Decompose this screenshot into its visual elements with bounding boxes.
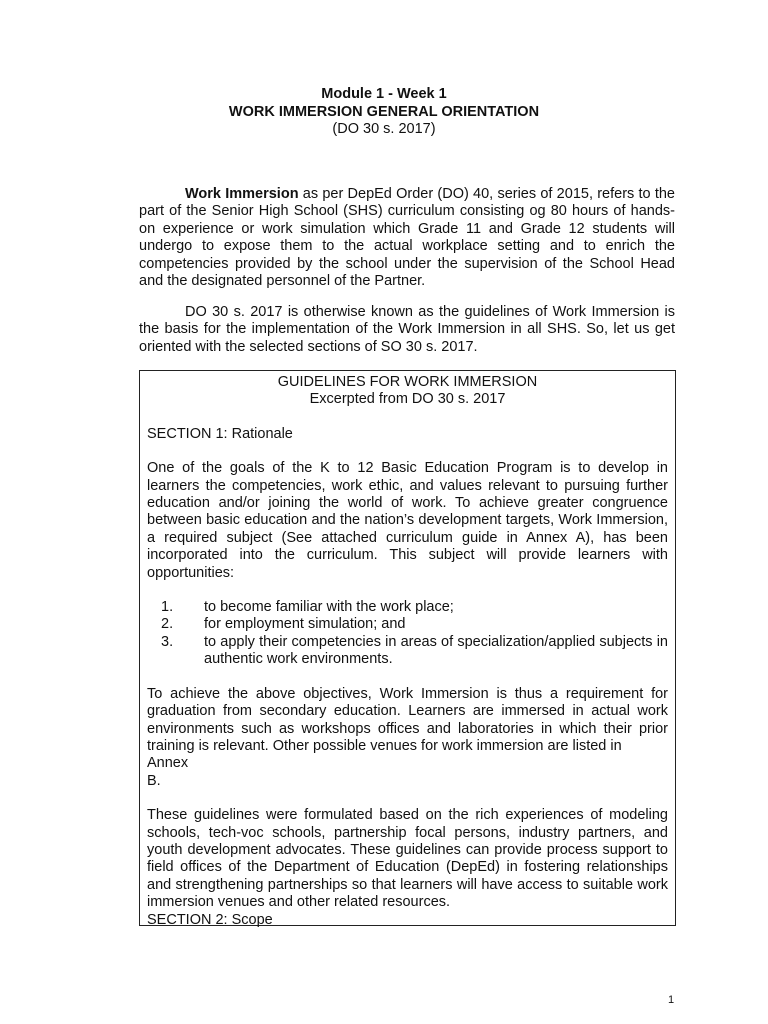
list-number: 2. [161,616,174,633]
box-heading: GUIDELINES FOR WORK IMMERSION [277,374,538,390]
rationale-paragraph: One of the goals of the K to 12 Basic Education Program is to develop in learners the competencies, work ethic, and values relevant to pursuing further education and/or joining the world of work. To achieve greater congruence between basic education and the nation’s development targets, Work Immersion, a required subject (See attached curriculum guide in Annex A), has been incorporated into the curriculum. This subject will provide learners with opportunities: [147,460,668,581]
page-title: WORK IMMERSION GENERAL ORIENTATION [228,103,540,120]
list-text: to apply their competencies in areas of specialization/applied subjects in authentic work environments. [204,633,668,668]
title-block [0,86,768,139]
reference-label: (DO 30 s. 2017) [332,121,436,137]
list-item [147,616,668,633]
list-number: 3. [161,633,174,650]
list-number: 1. [161,599,174,616]
intro-paragraph-2-text: DO 30 s. 2017 is otherwise known as the guidelines of Work Immersion is the basis for the implementation of the Work Immersion in all SHS. So, let us get oriented with the selected sections of SO 30 s. 2017. [139,304,675,355]
list-item [147,599,668,616]
section-2-heading: SECTION 2: Scope [147,911,273,928]
intro-paragraph-2 [139,304,675,356]
list-text: to become familiar with the work place; [204,599,454,616]
module-label: Module 1 - Week 1 [321,86,447,102]
guidelines-paragraph: These guidelines were formulated based on the rich experiences of modeling schools, tech-voc schools, partnership focal persons, industry partners, and youth development advocates. These guidelines can provide process support to field offices of the Department of Education (DepEd) in fostering relationships and strengthening partnerships so that learners will have access to suitable work immersion venues and other related resources. [147,807,668,911]
section-1-heading: SECTION 1: Rationale [147,425,293,442]
objectives-annex-letter: B. [147,772,161,789]
intro-paragraph-1 [139,186,675,290]
box-subheading: Excerpted from DO 30 s. 2017 [309,391,506,408]
guidelines-box [139,370,676,926]
page-number: 1 [668,994,675,1006]
list-text: for employment simulation; and [204,616,406,633]
intro-paragraph-1-text: as per DepEd Order (DO) 40, series of 2015, refers to the part of the Senior High School (SHS) curriculum consisting og 80 hours of hands-on experience or work simulation which Grade 11 and Grade 12 students will undergo to expose them to the actual workplace setting and to enrich the competencies provided by the school under the supervision of the School Head and the designated personnel of the Partner. [139,186,675,290]
list-item [147,634,668,669]
work-immersion-term: Work Immersion [185,186,299,202]
objectives-paragraph: To achieve the above objectives, Work Immersion is thus a requirement for graduation from secondary education. Learners are immersed in actual work environments such as workshops offices and laboratories in which their prior training is relevant. Other possible venues for work immersion are listed in [147,685,668,754]
objectives-annex: Annex [147,755,189,772]
